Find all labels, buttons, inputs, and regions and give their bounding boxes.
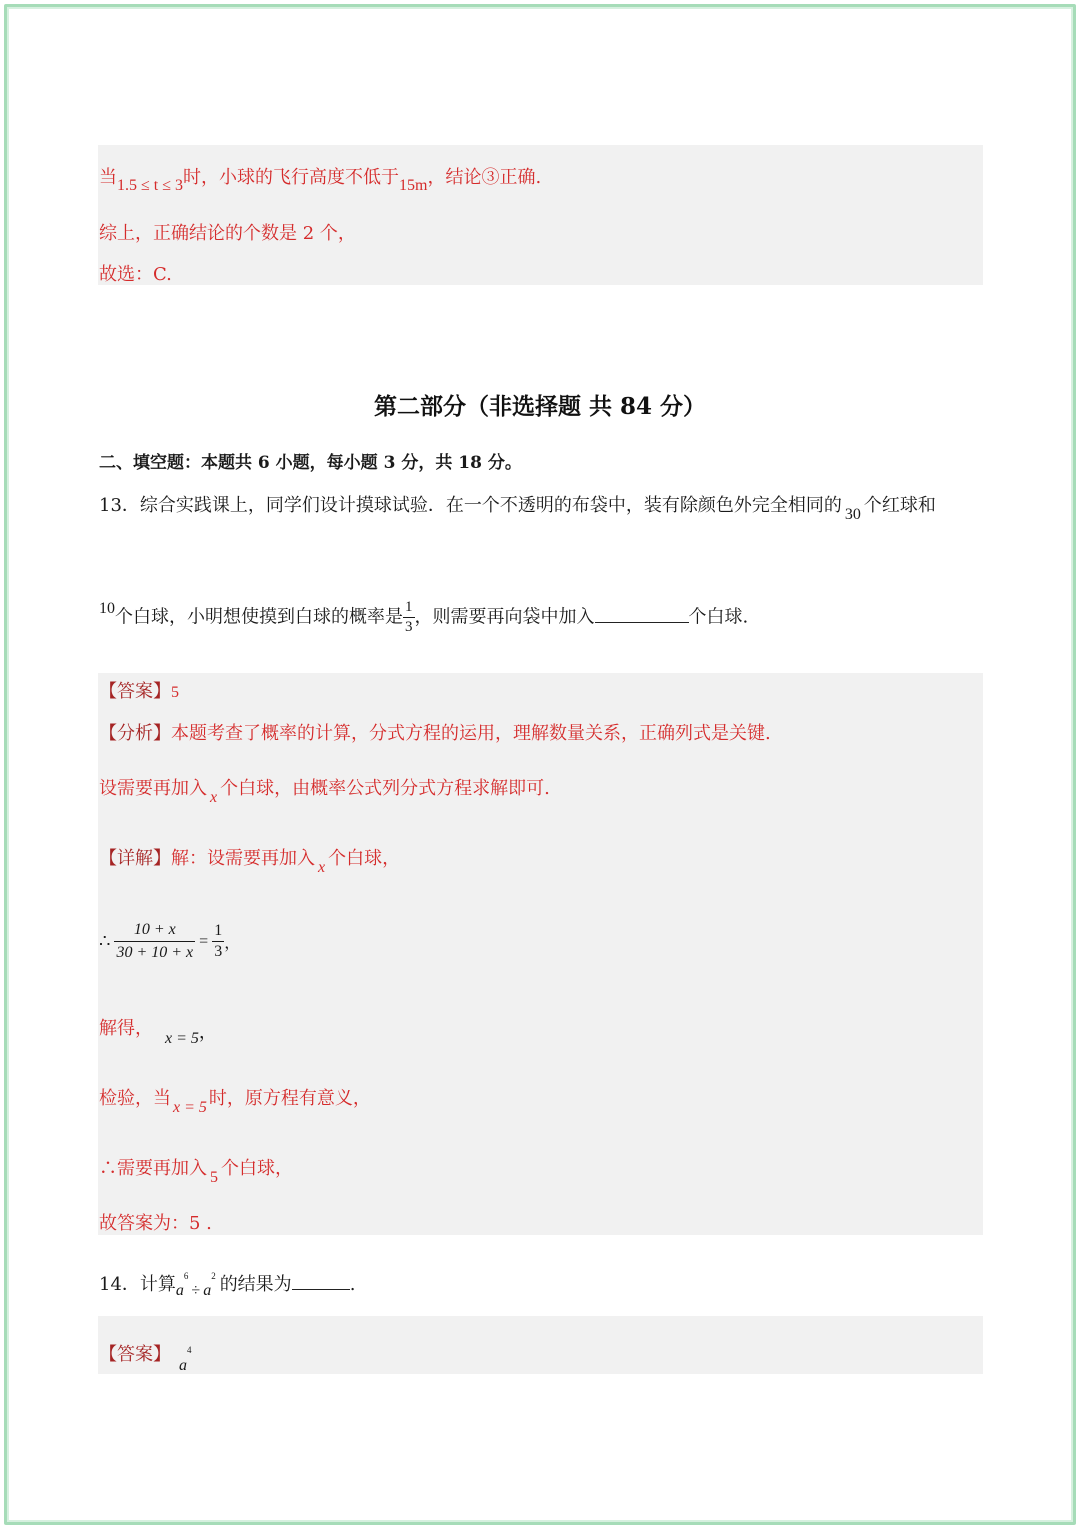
fill-in-heading: 二、填空题：本题共 6 小题，每小题 3 分，共 18 分。 xyxy=(99,453,522,473)
answer-13: 【答案】5 xyxy=(99,681,179,702)
question-13-line-1: 13．综合实践课上，同学们设计摸球试验．在一个不透明的布袋中，装有除颜色外完全相同的 30 个红球和 xyxy=(99,495,936,523)
height-unit: 15m xyxy=(399,177,428,194)
final-answer-13: 故答案为：5 . xyxy=(99,1213,212,1234)
section-title: 第二部分（非选择题 共 84 分） xyxy=(373,393,707,420)
solution-line-choice: 故选：C. xyxy=(99,264,172,285)
analysis-13-line-2: 设需要再加入 x 个白球，由概率公式列分式方程求解即可. xyxy=(99,778,550,806)
solution-line-summary: 综上，正确结论的个数是 2 个， xyxy=(99,223,356,244)
equation-13: ∴ $\frac{10 + x}{30 + 10 + x}$ = $\frac{1}{3}$ ， xyxy=(99,921,241,961)
conclusion-13: ∴需要再加入 5 个白球， xyxy=(99,1158,293,1186)
solution-line-conclusion-3: 当1.5 ≤ t ≤ 3时，小球的飞行高度不低于15m，结论③正确. xyxy=(99,167,542,194)
answer-blank-13[interactable] xyxy=(595,604,689,623)
solution-block-q14 xyxy=(98,1316,983,1374)
analysis-13: 【分析】本题考查了概率的计算，分式方程的运用，理解数量关系，正确列式是关键. xyxy=(99,723,771,744)
question-14: 14．计算$a^6\div a^2$ 的结果为 . xyxy=(99,1271,356,1299)
answer-blank-14[interactable] xyxy=(292,1271,350,1290)
detail-13: 【详解】解：设需要再加入 x 个白球， xyxy=(99,848,401,876)
inequality-math: 1.5 ≤ t ≤ 3 xyxy=(117,177,184,194)
solve-13: 解得， x = 5， xyxy=(99,1018,217,1047)
check-13: 检验，当 x = 5 时，原方程有意义， xyxy=(99,1088,371,1116)
probability-fraction: $\frac{1}{3}$ xyxy=(405,599,413,635)
answer-14: 【答案】$a^4$ xyxy=(99,1344,192,1374)
question-13-line-2: 10个白球，小明想使摸到白球的概率是 $\frac{1}{3}$ ，则需要再向袋中加入 个白球. xyxy=(99,599,749,635)
